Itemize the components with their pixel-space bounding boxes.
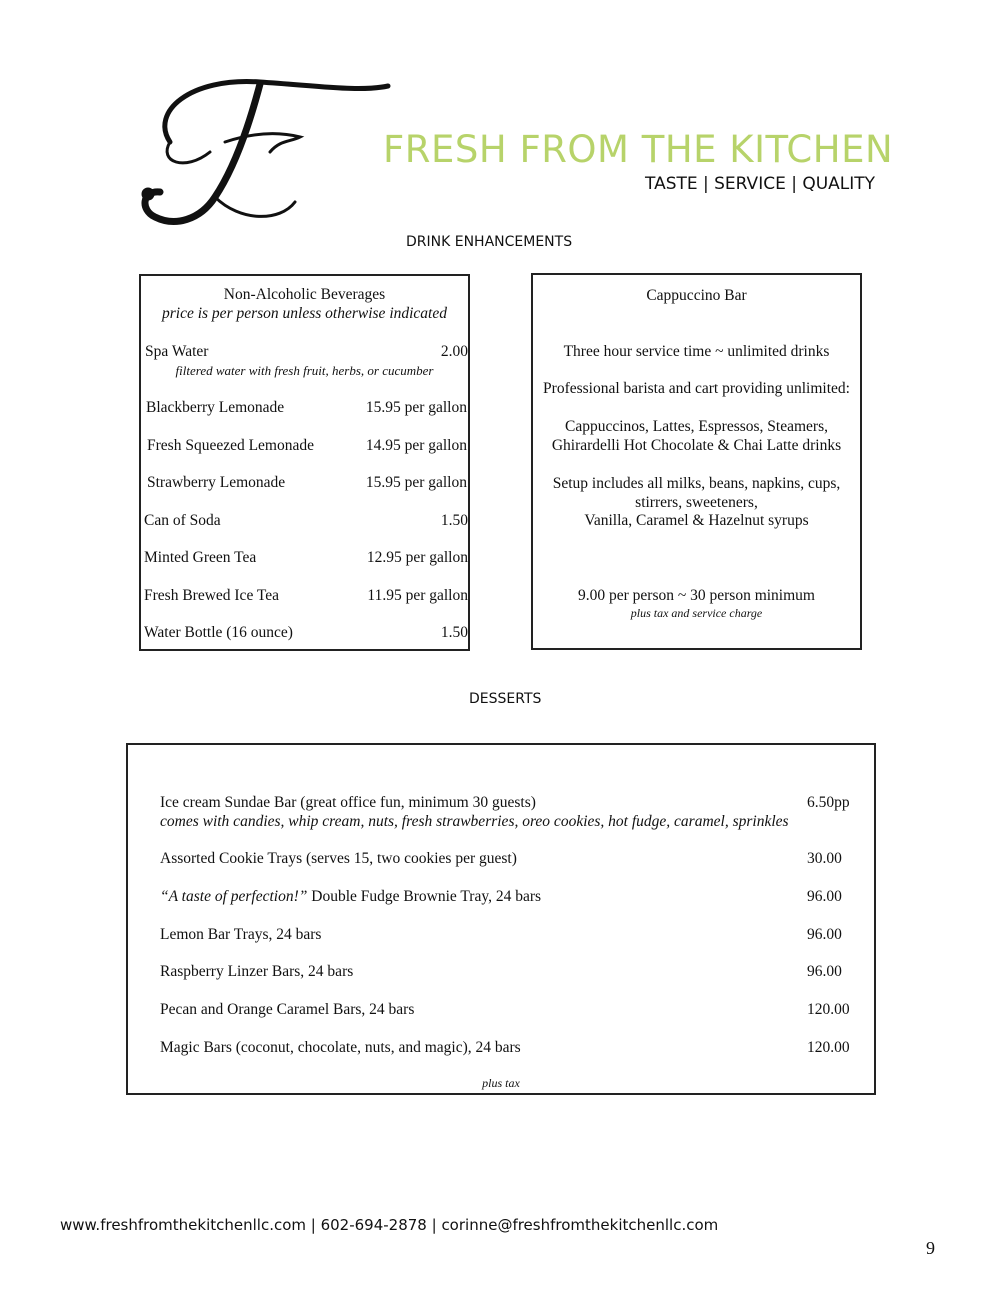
dessert-item-price: 120.00	[807, 1001, 850, 1018]
footer-contact: www.freshfromthekitchenllc.com | 602-694-2878 | corinne@freshfromthekitchenllc.com	[60, 1216, 719, 1234]
dessert-item-price: 96.00	[807, 926, 842, 943]
dessert-item-note: comes with candies, whip cream, nuts, fresh strawberries, oreo cookies, hot fudge, caramel, sprinkles	[160, 813, 789, 830]
nab-item-name: Fresh Squeezed Lemonade	[147, 437, 314, 454]
dessert-item-name: Lemon Bar Trays, 24 bars	[160, 926, 322, 943]
dessert-item-price: 6.50pp	[807, 794, 850, 811]
cappuccino-service-time: Three hour service time ~ unlimited drinks	[563, 343, 830, 360]
page-number: 9	[926, 1238, 935, 1258]
nab-item-price: 14.95 per gallon	[365, 437, 467, 454]
brand-name: FRESH FROM THE KITCHEN	[383, 128, 894, 171]
cappuccino-drinks: Ghirardelli Hot Chocolate & Chai Latte drinks	[551, 437, 842, 454]
nab-item-name: Strawberry Lemonade	[147, 474, 286, 491]
nab-item-name: Blackberry Lemonade	[146, 399, 285, 416]
script-f-logo	[130, 72, 395, 232]
nab-item-price: 11.95 per gallon	[367, 587, 468, 604]
cappuccino-price: 9.00 per person ~ 30 person minimum	[578, 587, 815, 604]
nab-item-price: 12.95 per gallon	[366, 549, 468, 566]
cappuccino-bar-box	[531, 273, 862, 650]
cappuccino-setup: Setup includes all milks, beans, napkins, cups,	[552, 475, 841, 492]
dessert-item-name: Assorted Cookie Trays (serves 15, two cookies per guest)	[160, 850, 517, 867]
cappuccino-title: Cappuccino Bar	[646, 287, 747, 304]
nab-subtitle: price is per person unless otherwise indicated	[162, 305, 447, 322]
dessert-item-name: Ice cream Sundae Bar (great office fun, minimum 30 guests)	[160, 794, 536, 811]
nab-item-price: 1.50	[440, 624, 468, 641]
desserts-heading: DESSERTS	[469, 691, 542, 707]
dessert-item-name: Magic Bars (coconut, chocolate, nuts, and magic), 24 bars	[160, 1039, 521, 1056]
dessert-item-name: Raspberry Linzer Bars, 24 bars	[160, 963, 354, 980]
non-alcoholic-beverages-box	[139, 274, 470, 651]
dessert-item-name	[160, 887, 541, 906]
cappuccino-setup: Vanilla, Caramel & Hazelnut syrups	[584, 512, 809, 529]
nab-item-price: 2.00	[440, 343, 468, 360]
nab-item-note: filtered water with fresh fruit, herbs, or cucumber	[175, 363, 434, 378]
nab-item-name: Water Bottle (16 ounce)	[144, 624, 293, 641]
nab-item-name: Minted Green Tea	[144, 549, 257, 566]
nab-item-price: 15.95 per gallon	[365, 399, 467, 416]
nab-item-name: Can of Soda	[144, 512, 221, 529]
desserts-footnote: plus tax	[482, 1076, 520, 1090]
dessert-quote: “A taste of perfection!”	[160, 888, 308, 905]
nab-item-price: 1.50	[440, 512, 468, 529]
nab-item-price: 15.95 per gallon	[365, 474, 467, 491]
cappuccino-barista: Professional barista and cart providing unlimited:	[543, 380, 850, 397]
dessert-item-price: 30.00	[807, 850, 842, 867]
dessert-item-price: 96.00	[807, 888, 842, 905]
dessert-item-price: 120.00	[807, 1039, 850, 1056]
drink-enhancements-heading: DRINK ENHANCEMENTS	[406, 234, 573, 250]
cappuccino-drinks: Cappuccinos, Lattes, Espressos, Steamers,	[564, 418, 828, 435]
dessert-item-label: Double Fudge Brownie Tray, 24 bars	[307, 888, 542, 905]
cappuccino-setup: stirrers, sweeteners,	[635, 494, 758, 511]
dessert-item-name: Pecan and Orange Caramel Bars, 24 bars	[160, 1001, 415, 1018]
nab-item-name: Spa Water	[145, 343, 209, 360]
dessert-item-price: 96.00	[807, 963, 842, 980]
desserts-box	[126, 743, 876, 1095]
brand-tagline: TASTE | SERVICE | QUALITY	[645, 174, 876, 194]
nab-title: Non-Alcoholic Beverages	[223, 286, 386, 303]
nab-item-name: Fresh Brewed Ice Tea	[144, 587, 280, 604]
cappuccino-price-note: plus tax and service charge	[630, 606, 763, 620]
